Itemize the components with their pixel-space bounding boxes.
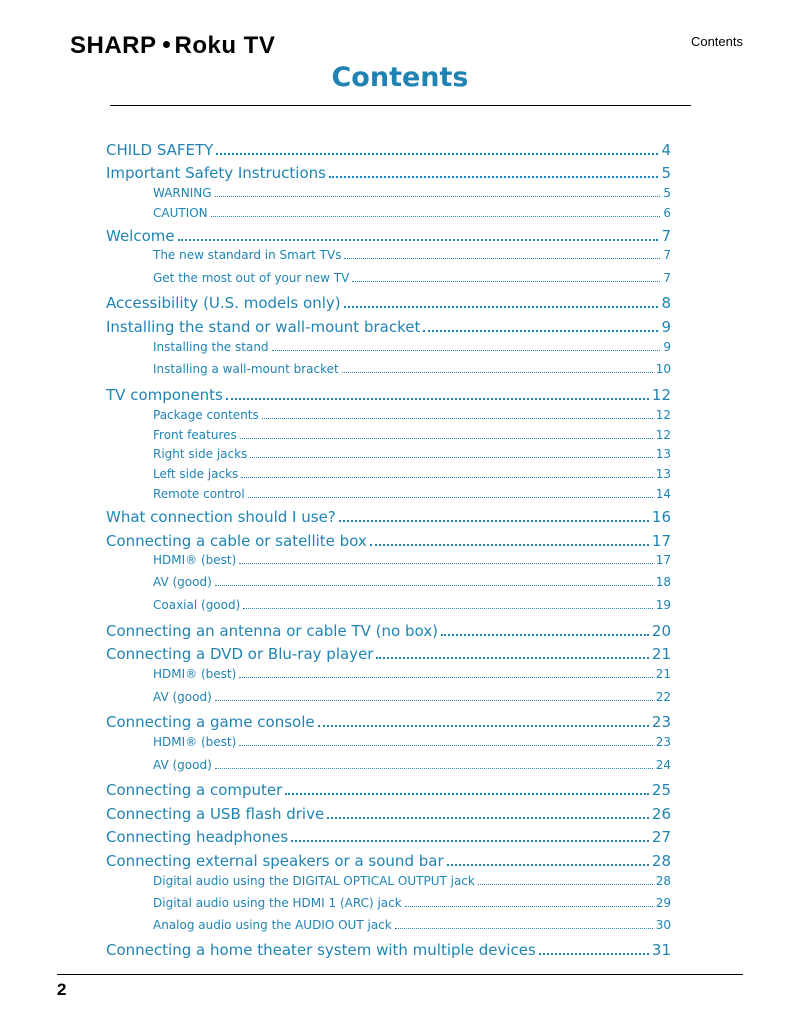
dot-leader xyxy=(215,578,653,586)
toc-entry-title: CAUTION xyxy=(153,206,208,220)
toc-entry[interactable] xyxy=(106,141,671,159)
toc-entry[interactable] xyxy=(106,713,671,731)
toc-subentry[interactable] xyxy=(153,553,671,567)
dot-leader xyxy=(376,649,648,659)
toc-entry-page: 28 xyxy=(655,874,671,888)
dot-leader xyxy=(239,738,652,746)
toc-subentry[interactable] xyxy=(153,487,671,501)
toc-subentry[interactable] xyxy=(153,186,671,200)
toc-entry-page: 8 xyxy=(661,294,671,312)
toc-entry-title: Digital audio using the HDMI 1 (ARC) jack xyxy=(153,896,402,910)
toc-entry-title: Connecting a USB flash drive xyxy=(106,805,325,823)
page-title: Contents xyxy=(331,62,469,93)
dot-leader xyxy=(344,251,660,259)
toc-entry-title: Connecting a DVD or Blu-ray player xyxy=(106,645,374,663)
toc-entry-title: Connecting a home theater system with multiple devices xyxy=(106,941,536,959)
toc-entry-title: Right side jacks xyxy=(153,447,248,461)
toc-entry-title: Connecting a computer xyxy=(106,781,283,799)
toc-entry-title: CHILD SAFETY xyxy=(106,141,214,159)
dot-leader xyxy=(262,411,653,419)
toc-entry-page: 9 xyxy=(663,340,671,354)
dot-leader xyxy=(344,298,659,308)
toc-entry-page: 7 xyxy=(663,271,671,285)
toc-entry-title: HDMI® (best) xyxy=(153,553,237,567)
toc-entry[interactable] xyxy=(106,532,671,550)
logo-brand-text: SHARP xyxy=(70,32,157,59)
dot-leader xyxy=(215,761,653,769)
dot-leader xyxy=(272,343,661,351)
toc-entry-page: 12 xyxy=(651,386,671,404)
page-number: 2 xyxy=(57,980,67,999)
toc-entry-title: WARNING xyxy=(153,186,212,200)
toc-entry[interactable] xyxy=(106,508,671,526)
dot-leader xyxy=(243,601,652,609)
toc-entry-page: 26 xyxy=(651,805,671,823)
dot-leader xyxy=(215,189,661,197)
logo-product-text: Roku TV xyxy=(174,32,276,59)
dot-leader xyxy=(395,921,653,929)
toc-subentry[interactable] xyxy=(153,575,671,589)
toc-entry[interactable] xyxy=(106,294,671,312)
toc-subentry[interactable] xyxy=(153,408,671,422)
toc-entry[interactable] xyxy=(106,828,671,846)
toc-entry-page: 28 xyxy=(651,852,671,870)
toc-entry[interactable] xyxy=(106,386,671,404)
running-header: Contents xyxy=(690,34,743,49)
toc-entry-page: 18 xyxy=(655,575,671,589)
toc-entry-page: 29 xyxy=(655,896,671,910)
toc-entry-title: Connecting a cable or satellite box xyxy=(106,532,367,550)
logo-dot-icon xyxy=(163,41,170,48)
toc-entry-title: AV (good) xyxy=(153,690,212,704)
toc-entry-page: 5 xyxy=(661,164,671,182)
toc-subentry[interactable] xyxy=(153,896,671,910)
toc-subentry[interactable] xyxy=(153,206,671,220)
toc-entry-page: 19 xyxy=(655,598,671,612)
toc-entry-page: 14 xyxy=(655,487,671,501)
dot-leader xyxy=(291,832,649,842)
dot-leader xyxy=(211,209,661,217)
toc-entry-title: What connection should I use? xyxy=(106,508,336,526)
toc-entry-page: 20 xyxy=(651,622,671,640)
dot-leader xyxy=(478,877,653,885)
toc-entry-page: 27 xyxy=(651,828,671,846)
dot-leader xyxy=(539,945,649,955)
toc-subentry[interactable] xyxy=(153,598,671,612)
toc-entry[interactable] xyxy=(106,622,671,640)
toc-subentry[interactable] xyxy=(153,667,671,681)
toc-entry[interactable] xyxy=(106,805,671,823)
dot-leader xyxy=(226,390,649,400)
toc-entry-title: Installing the stand xyxy=(153,340,269,354)
toc-subentry[interactable] xyxy=(153,735,671,749)
toc-entry-page: 13 xyxy=(655,447,671,461)
toc-entry-title: Package contents xyxy=(153,408,259,422)
toc-subentry[interactable] xyxy=(153,874,671,888)
toc-entry-page: 17 xyxy=(655,553,671,567)
toc-entry-page: 21 xyxy=(651,645,671,663)
toc-entry[interactable] xyxy=(106,781,671,799)
toc-entry-title: The new standard in Smart TVs xyxy=(153,248,342,262)
dot-leader xyxy=(240,431,653,439)
toc-entry-page: 6 xyxy=(663,206,671,220)
toc-subentry[interactable] xyxy=(153,340,671,354)
toc-entry-page: 5 xyxy=(663,186,671,200)
toc-entry-page: 23 xyxy=(651,713,671,731)
toc-subentry[interactable] xyxy=(153,467,671,481)
toc-entry-title: Remote control xyxy=(153,487,245,501)
toc-entry-page: 7 xyxy=(661,227,671,245)
toc-entry-page: 17 xyxy=(651,532,671,550)
toc-entry[interactable] xyxy=(106,318,671,336)
toc-entry-page: 4 xyxy=(661,141,671,159)
toc-entry-page: 7 xyxy=(663,248,671,262)
dot-leader xyxy=(241,470,652,478)
toc-entry-page: 22 xyxy=(655,690,671,704)
dot-leader xyxy=(342,365,653,373)
toc-entry-page: 12 xyxy=(655,408,671,422)
toc-entry-title: Digital audio using the DIGITAL OPTICAL OUTPUT jack xyxy=(153,874,475,888)
toc-entry-title: TV components xyxy=(106,386,223,404)
toc-entry-title: AV (good) xyxy=(153,758,212,772)
toc-entry-title: Installing the stand or wall-mount bracket xyxy=(106,318,421,336)
toc-entry-page: 9 xyxy=(661,318,671,336)
toc-entry-title: Connecting headphones xyxy=(106,828,289,846)
dot-leader xyxy=(447,856,649,866)
title-divider xyxy=(110,105,691,106)
dot-leader xyxy=(248,490,653,498)
toc-entry-page: 30 xyxy=(655,918,671,932)
toc-entry-title: Coaxial (good) xyxy=(153,598,241,612)
toc-subentry[interactable] xyxy=(153,362,671,376)
toc-subentry[interactable] xyxy=(153,271,671,285)
footer-divider xyxy=(57,974,743,975)
dot-leader xyxy=(250,450,652,458)
brand-logo xyxy=(70,33,275,59)
toc-subentry[interactable] xyxy=(153,447,671,461)
toc-entry-title: Welcome xyxy=(106,227,175,245)
toc-entry-title: Front features xyxy=(153,428,237,442)
dot-leader xyxy=(405,899,653,907)
dot-leader xyxy=(216,145,658,155)
toc-subentry[interactable] xyxy=(153,428,671,442)
toc-entry-title: Connecting an antenna or cable TV (no box) xyxy=(106,622,438,640)
toc-entry-title: Accessibility (U.S. models only) xyxy=(106,294,341,312)
toc-entry-title: Connecting external speakers or a sound bar xyxy=(106,852,444,870)
toc-entry-title: Get the most out of your new TV xyxy=(153,271,350,285)
toc-entry-title: HDMI® (best) xyxy=(153,735,237,749)
dot-leader xyxy=(327,809,649,819)
toc-entry[interactable] xyxy=(106,852,671,870)
dot-leader xyxy=(441,626,649,636)
toc-entry-title: Left side jacks xyxy=(153,467,239,481)
toc-subentry[interactable] xyxy=(153,918,671,932)
toc-entry-page: 21 xyxy=(655,667,671,681)
toc-entry-title: HDMI® (best) xyxy=(153,667,237,681)
toc-entry[interactable] xyxy=(106,227,671,245)
toc-entry[interactable] xyxy=(106,941,671,959)
toc-entry-page: 16 xyxy=(651,508,671,526)
dot-leader xyxy=(285,785,649,795)
toc-entry-title: AV (good) xyxy=(153,575,212,589)
toc-entry-page: 23 xyxy=(655,735,671,749)
dot-leader xyxy=(215,693,653,701)
toc-entry-page: 24 xyxy=(655,758,671,772)
toc-entry-page: 31 xyxy=(651,941,671,959)
toc-entry-title: Analog audio using the AUDIO OUT jack xyxy=(153,918,392,932)
toc-entry-page: 25 xyxy=(651,781,671,799)
dot-leader xyxy=(329,168,658,178)
dot-leader xyxy=(339,512,649,522)
toc-entry-page: 10 xyxy=(655,362,671,376)
dot-leader xyxy=(178,231,659,241)
dot-leader xyxy=(239,556,652,564)
dot-leader xyxy=(352,274,660,282)
dot-leader xyxy=(239,670,652,678)
toc-entry-page: 12 xyxy=(655,428,671,442)
toc-subentry[interactable] xyxy=(153,758,671,772)
dot-leader xyxy=(370,536,649,546)
dot-leader xyxy=(318,717,649,727)
toc-entry-title: Installing a wall-mount bracket xyxy=(153,362,339,376)
dot-leader xyxy=(423,322,658,332)
toc-subentry[interactable] xyxy=(153,690,671,704)
toc-subentry[interactable] xyxy=(153,248,671,262)
toc-entry-page: 13 xyxy=(655,467,671,481)
toc-entry[interactable] xyxy=(106,645,671,663)
toc-entry[interactable] xyxy=(106,164,671,182)
toc-entry-title: Connecting a game console xyxy=(106,713,315,731)
toc-entry-title: Important Safety Instructions xyxy=(106,164,326,182)
